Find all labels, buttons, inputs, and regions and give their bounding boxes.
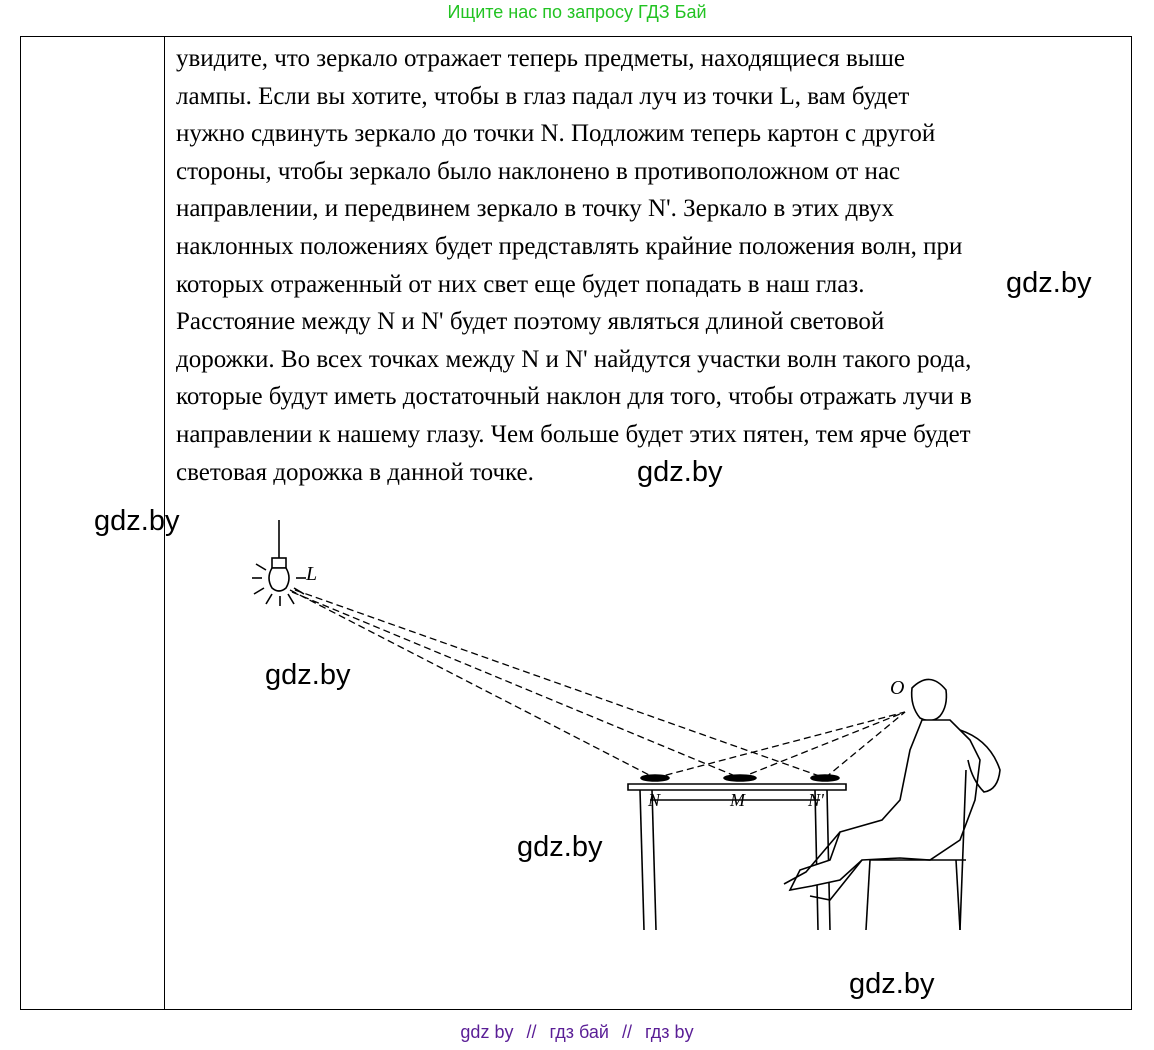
paragraph-line: направлении к нашему глазу. Чем больше будет этих пятен, тем ярче будет <box>176 420 971 448</box>
top-banner: Ищите нас по запросу ГДЗ Бай <box>447 2 707 22</box>
lamp-icon <box>252 520 306 606</box>
paragraph-line: увидите, что зеркало отражает теперь предметы, находящиеся выше <box>176 45 905 72</box>
paragraph-line: лампы. Если вы хотите, чтобы в глаз падал луч из точки L, вам будет <box>176 82 910 110</box>
watermark: gdz.by <box>265 659 351 691</box>
point-label-n: N <box>648 790 661 810</box>
paragraph-line: Расстояние между N и N' будет поэтому являться длиной световой <box>176 308 885 336</box>
watermark: gdz.by <box>1006 267 1092 299</box>
lamp-label: L <box>306 563 318 585</box>
paragraph-line: нужно сдвинуть зеркало до точки N. Подложим теперь картон с другой <box>176 120 936 148</box>
paragraph-line: световая дорожка в данной точке. <box>176 458 534 486</box>
paragraph-line: направлении, и передвинем зеркало в точку N'. Зеркало в этих двух <box>176 195 895 223</box>
paragraph-line: дорожки. Во всех точках между N и N' найдутся участки волн такого рода, <box>176 345 972 373</box>
point-label-m: M <box>730 790 745 810</box>
watermark: gdz.by <box>94 505 180 537</box>
point-label-n-prime: N' <box>808 790 824 810</box>
footer-links <box>0 1022 1154 1043</box>
footer-link[interactable]: гдз by <box>645 1022 694 1042</box>
watermark: gdz.by <box>517 831 603 863</box>
paragraph-line: стороны, чтобы зеркало было наклонено в противоположном от нас <box>176 157 901 185</box>
footer-link[interactable]: гдз бай <box>549 1022 609 1042</box>
eye-label: O <box>890 677 905 699</box>
footer-separator: // <box>622 1022 633 1042</box>
paragraph-line: которых отраженный от них свет еще будет попадать в наш глаз. <box>176 270 865 298</box>
footer-separator: // <box>526 1022 537 1042</box>
watermark: gdz.by <box>849 968 935 1000</box>
watermark: gdz.by <box>637 456 723 488</box>
paragraph-line: которые будут иметь достаточный наклон для того, чтобы отражать лучи в <box>176 383 972 411</box>
paragraph-line: наклонных положениях будет представлять крайние положения волн, при <box>176 232 963 260</box>
light-rays <box>290 590 905 778</box>
footer-link[interactable]: gdz by <box>460 1022 514 1042</box>
